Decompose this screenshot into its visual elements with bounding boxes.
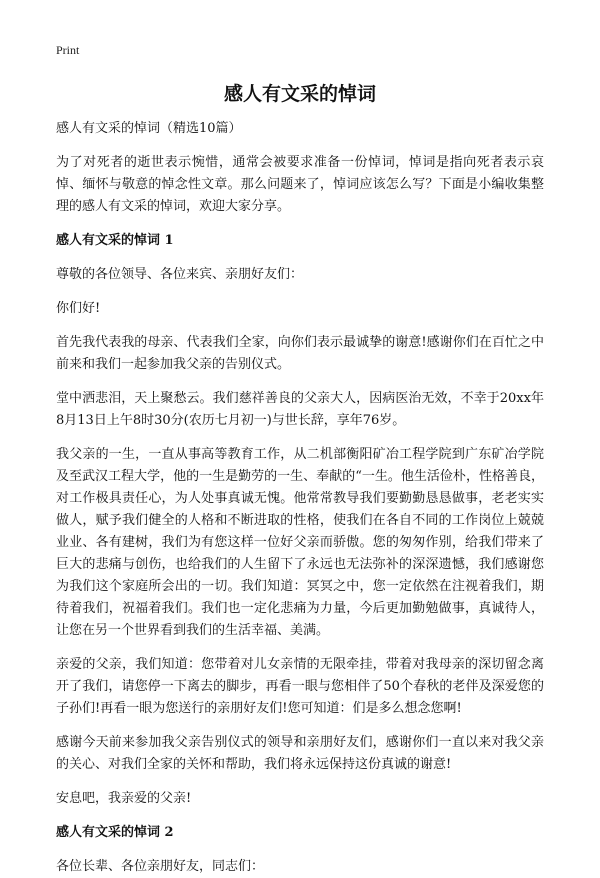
- page-title: 感人有文采的悼词: [223, 83, 376, 105]
- print-link[interactable]: Print: [56, 43, 80, 57]
- section-1-heading: 感人有文采的悼词 1: [56, 233, 174, 248]
- section-1-paragraph-2: 堂中洒悲泪，天上聚愁云。我们慈祥善良的父亲大人，因病医治无效，不幸于20xx年8月13日上午8时30分(农历七月初一)与世长辞，享年76岁。: [56, 391, 544, 428]
- section-2-heading: 感人有文采的悼词 2: [56, 825, 174, 840]
- section-1-paragraph-5: 感谢今天前来参加我父亲告别仪式的领导和亲朋好友们，感谢你们一直以来对我父亲的关心、对我们全家的关怀和帮助，我们将永远保持这份真诚的谢意!: [56, 735, 544, 772]
- section-1-paragraph-3: 我父亲的一生，一直从事高等教育工作，从二机部衡阳矿冶工程学院到广东矿冶学院及至武汉工程大学，他的一生是勤劳的一生、奉献的“一生。他生活俭朴，性格善良，对工作极具责任心，为人处事真诚无愧。他常常教导我们要勤勤恳恳做事，老老实实做人，赋予我们健全的人格和不断进取的性格，使我们在各自不同的工作岗位上兢兢业业、各有建树，我们为有您这样一位好父亲而骄傲。您的匆匆作别，给我们带来了巨大的悲痛与创伤，也给我们的人生留下了永远也无法弥补的深深遗憾，我们感谢您为我们这个家庭所会出的一切。我们知道：冥冥之中，您一定依然在注视着我们，期待着我们，祝福着我们。我们也一定化悲痛为力量，今后更加勤勉做事，真诚待人，让您在另一个世界看到我们的生活幸福、美满。: [56, 447, 544, 638]
- document-subtitle: 感人有文采的悼词（精选10篇）: [56, 121, 242, 136]
- section-1-paragraph-4: 亲爱的父亲，我们知道：您带着对儿女亲情的无限牵挂，带着对我母亲的深切留念离开了我们，请您停一下离去的脚步，再看一眼与您相伴了50个春秋的老伴及深爱您的子孙们!再看一眼为您送行的亲朋好友们!您可知道：们是多么想念您啊!: [56, 657, 544, 716]
- section-1-greeting: 尊敬的各位领导、各位来宾、亲朋好友们：: [56, 267, 304, 282]
- section-2-greeting: 各位长辈、各位亲朋好友，同志们：: [56, 859, 265, 874]
- section-1-paragraph-1: 首先我代表我的母亲、代表我们全家，向你们表示最诚挚的谢意!感谢你们在百忙之中前来和我们一起参加我父亲的告别仪式。: [56, 335, 544, 372]
- section-1-hello: 你们好!: [56, 301, 101, 316]
- section-1-closing: 安息吧，我亲爱的父亲!: [56, 791, 192, 806]
- intro-paragraph: 为了对死者的逝世表示惋惜，通常会被要求准备一份悼词，悼词是指向死者表示哀悼、缅怀与敬意的悼念性文章。那么问题来了，悼词应该怎么写？下面是小编收集整理的感人有文采的悼词，欢迎大家分享。: [56, 155, 544, 214]
